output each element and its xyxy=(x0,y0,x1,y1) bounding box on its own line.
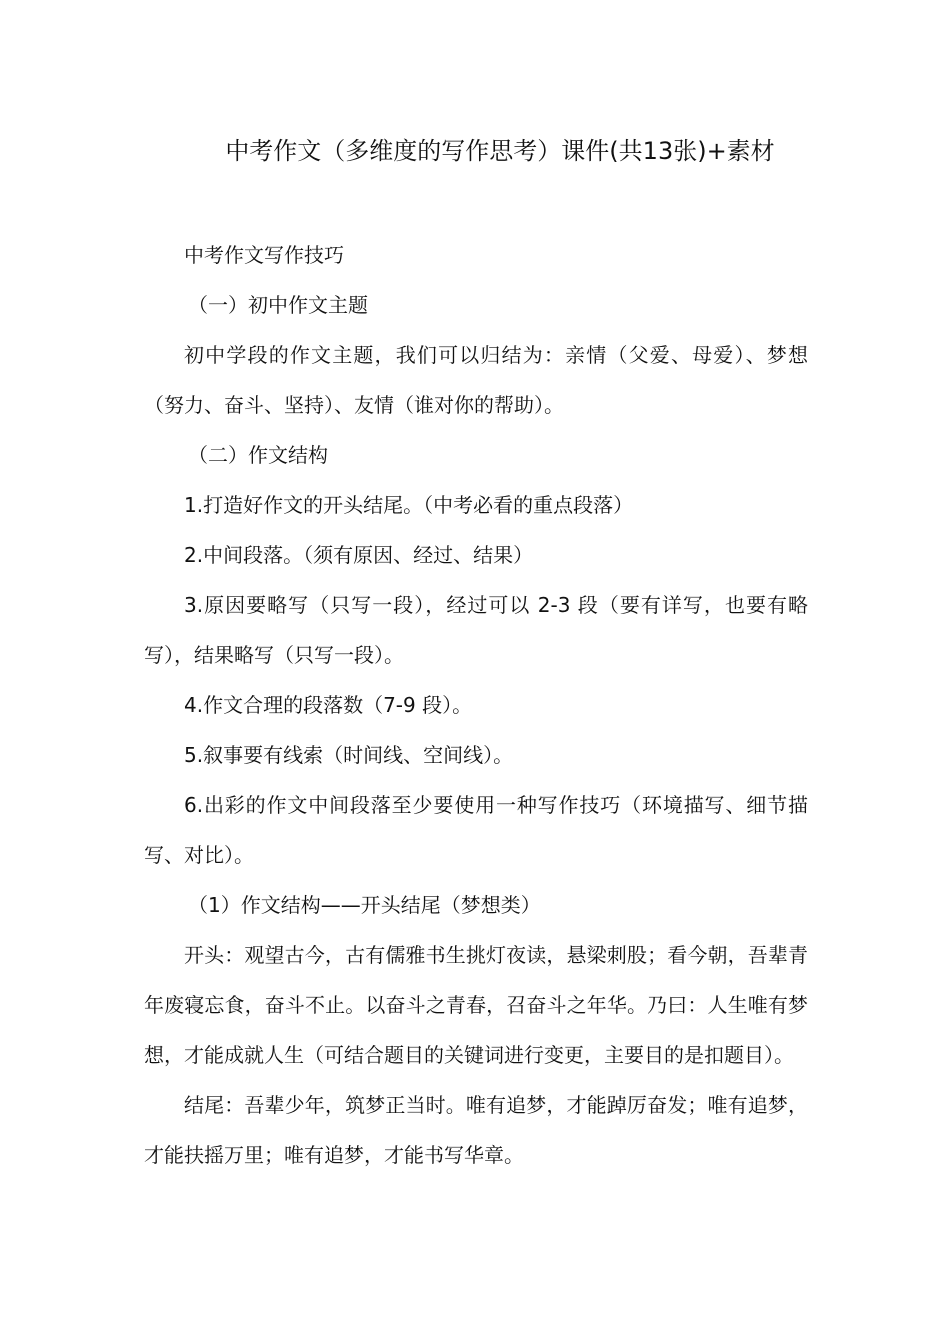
subheading-essay-themes: （一）初中作文主题 xyxy=(188,293,368,317)
section-heading-writing-skills: 中考作文写作技巧 xyxy=(184,243,344,267)
subheading-opening-ending: （1）作文结构——开头结尾（梦想类） xyxy=(188,893,541,917)
list-item-4: 4.作文合理的段落数（7-9 段）。 xyxy=(184,693,473,717)
subheading-essay-structure: （二）作文结构 xyxy=(188,443,328,467)
paragraph-opening-example: 开头：观望古今，古有儒雅书生挑灯夜读，悬梁刺股；看今朝，吾辈青年废寝忘食，奋斗不止。以奋斗之青春，召奋斗之年华。乃曰：人生唯有梦想，才能成就人生（可结合题目的关键词进行变更，主要目的是扣题目）。 xyxy=(144,943,808,1067)
paragraph-themes: 初中学段的作文主题，我们可以归结为：亲情（父爱、母爱）、梦想（努力、奋斗、坚持）、友情（谁对你的帮助）。 xyxy=(144,343,808,417)
list-item-6: 6.出彩的作文中间段落至少要使用一种写作技巧（环境描写、细节描写、对比）。 xyxy=(144,793,808,867)
document-body xyxy=(144,230,808,1180)
document-title: 中考作文（多维度的写作思考）课件(共13张)+素材 xyxy=(225,137,775,165)
list-item-5: 5.叙事要有线索（时间线、空间线）。 xyxy=(184,743,514,767)
list-item-3: 3.原因要略写（只写一段），经过可以 2-3 段（要有详写，也要有略写），结果略写（只写一段）。 xyxy=(144,593,808,667)
paragraph-ending-example: 结尾：吾辈少年，筑梦正当时。唯有追梦，才能踔厉奋发；唯有追梦，才能扶摇万里；唯有追梦，才能书写华章。 xyxy=(144,1093,808,1167)
list-item-2: 2.中间段落。（须有原因、经过、结果） xyxy=(184,543,534,567)
list-item-1: 1.打造好作文的开头结尾。（中考必看的重点段落） xyxy=(184,493,634,517)
